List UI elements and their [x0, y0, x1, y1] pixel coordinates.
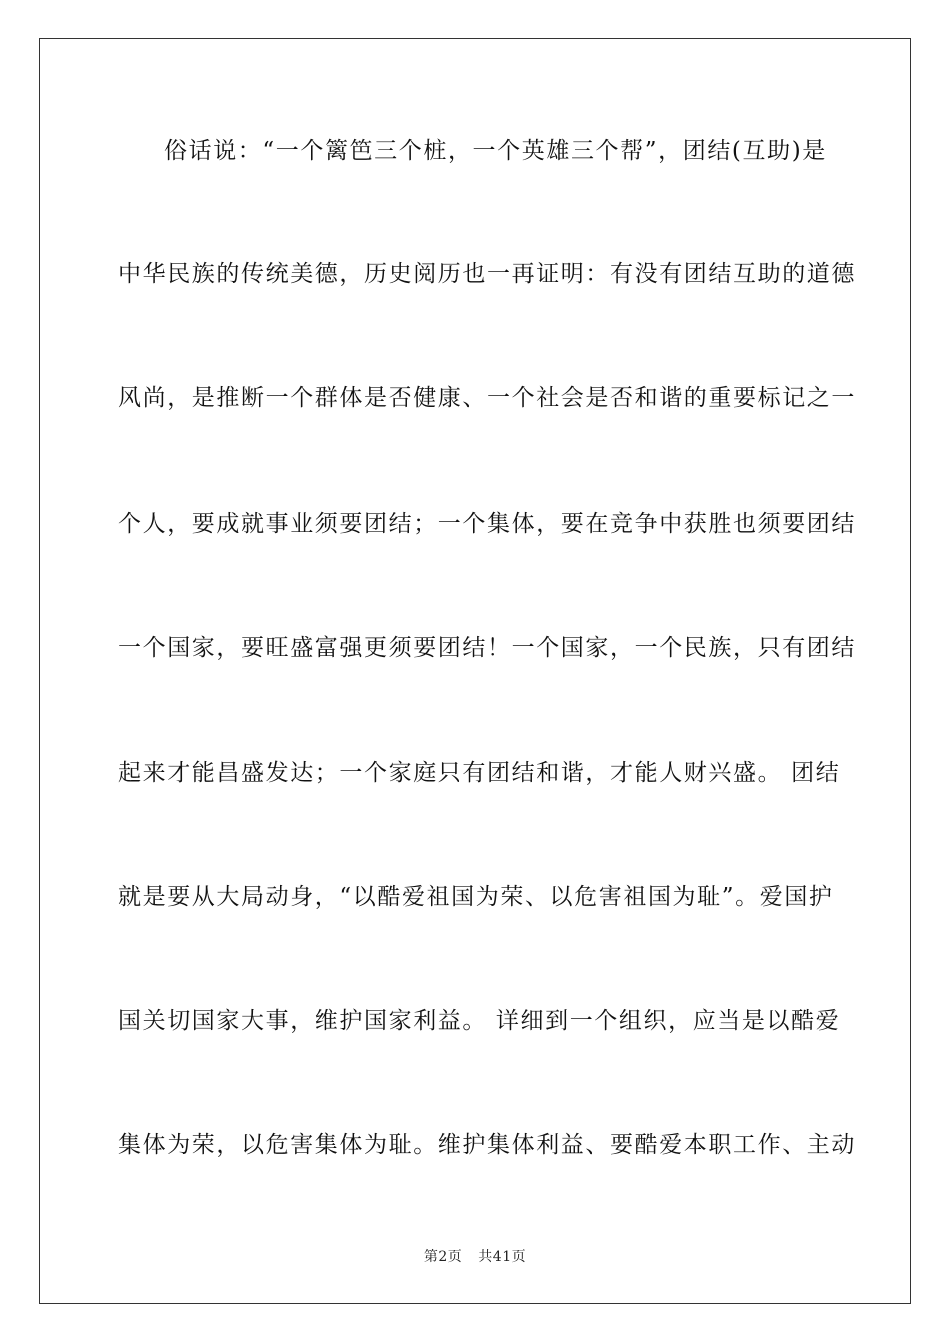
paragraph-line-9: 集体为荣，以危害集体为耻。维护集体利益、要酷爱本职工作、主动 — [118, 1132, 856, 1158]
paragraph-line-7: 就是要从大局动身，“以酷爱祖国为荣、以危害祖国为耻”。爱国护 — [118, 884, 834, 910]
page-footer — [0, 1248, 950, 1266]
paragraph-line-2: 中华民族的传统美德，历史阅历也一再证明：有没有团结互助的道德 — [118, 261, 856, 287]
paragraph-line-8: 国关切国家大事，维护国家利益。 详细到一个组织，应当是以酷爱 — [118, 1008, 841, 1034]
paragraph-line-1: 俗话说：“一个篱笆三个桩，一个英雄三个帮”，团结(互助)是 — [164, 138, 827, 164]
paragraph-line-3: 风尚，是推断一个群体是否健康、一个社会是否和谐的重要标记之一 — [118, 385, 856, 411]
paragraph-line-6: 起来才能昌盛发达；一个家庭只有团结和谐，才能人财兴盛。 团结 — [118, 760, 841, 786]
page-number-total: 共41页 — [478, 1249, 527, 1265]
paragraph-line-5: 一个国家，要旺盛富强更须要团结！一个国家，一个民族，只有团结 — [118, 635, 856, 661]
page-number-current: 第2页 — [423, 1249, 463, 1265]
paragraph-line-4: 个人，要成就事业须要团结；一个集体，要在竞争中获胜也须要团结 — [118, 511, 856, 537]
page-border — [39, 38, 911, 1304]
